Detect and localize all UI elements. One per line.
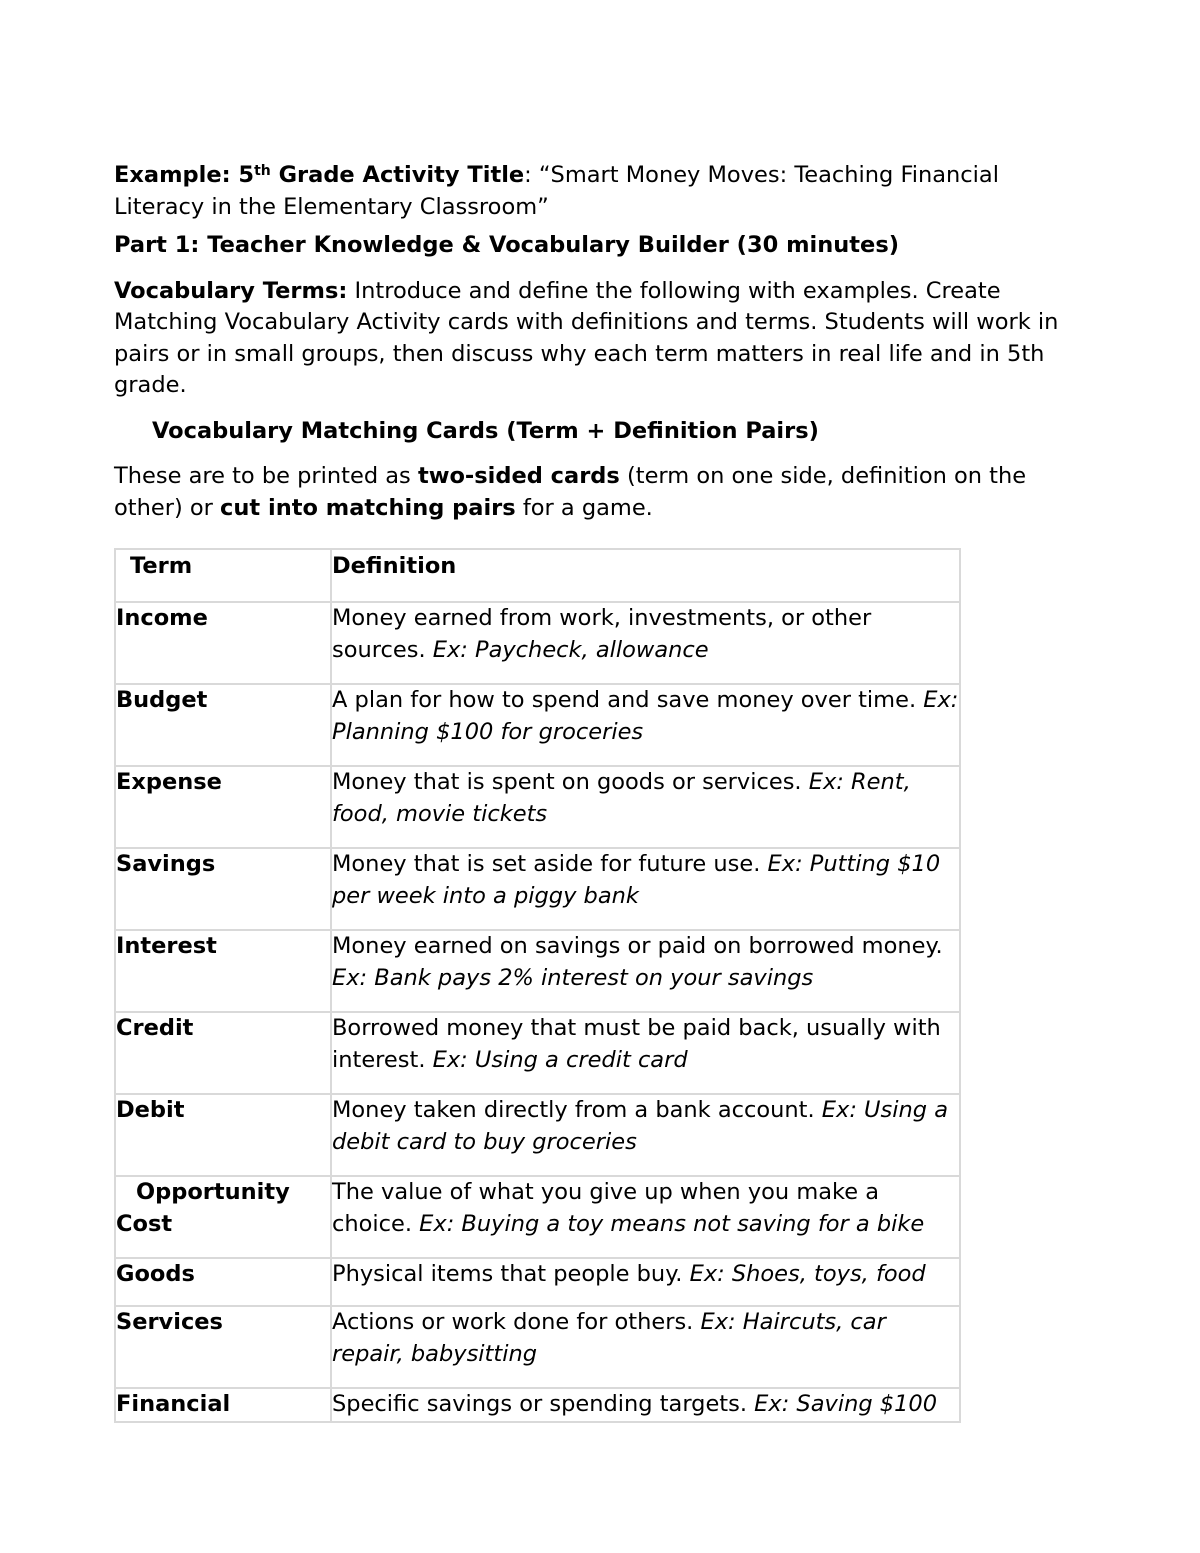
definition-cell xyxy=(331,1258,960,1306)
vocab-label: Vocabulary Terms: xyxy=(114,277,348,304)
definition-example: Ex: Shoes, toys, food xyxy=(689,1261,926,1287)
activity-title xyxy=(114,160,1094,223)
vocab-text: Introduce and define the following with examples. Create Matching Vocabulary Activity cards with definitions and terms. Students will work in pairs or in small groups, then discuss why each term matters in real life and in 5th grade. xyxy=(114,277,1059,398)
definition-cell xyxy=(331,848,960,930)
ordinal-suffix: th xyxy=(254,163,271,179)
table-row xyxy=(115,1306,960,1388)
definition-text: The value of what you give up when you make a choice. xyxy=(332,1179,880,1237)
term-cell: Budget xyxy=(115,684,331,766)
example-label: Example: 5 xyxy=(114,162,255,188)
table-row xyxy=(115,1388,960,1422)
definition-cell xyxy=(331,1176,960,1258)
vocab-intro xyxy=(114,276,1094,402)
definition-example: Ex: Planning $100 for groceries xyxy=(332,687,959,745)
definition-example: Ex: Haircuts, car repair, babysitting xyxy=(332,1309,886,1367)
print-bold-1: two-sided cards xyxy=(417,463,620,489)
definition-example: Ex: Rent, food, movie tickets xyxy=(332,769,911,827)
term-cell: Credit xyxy=(115,1012,331,1094)
table-row xyxy=(115,930,960,1012)
definition-text: Borrowed money that must be paid back, usually with interest. xyxy=(332,1015,941,1073)
term-cell: Goods xyxy=(115,1258,331,1306)
definition-text: Money earned on savings or paid on borrowed money. xyxy=(332,933,943,959)
term-cell: Expense xyxy=(115,766,331,848)
term-cell: Financial xyxy=(115,1388,331,1422)
definition-text: Money that is set aside for future use. xyxy=(332,851,768,877)
document-body xyxy=(114,158,1094,524)
definition-text: Money earned from work, investments, or other sources. xyxy=(332,605,872,663)
definition-cell xyxy=(331,1388,960,1422)
definition-cell xyxy=(331,1306,960,1388)
definition-cell xyxy=(331,1094,960,1176)
term-text-line1: Opportunity xyxy=(136,1179,290,1205)
term-cell: Income xyxy=(115,602,331,684)
definition-example: Ex: Bank pays 2% interest on your savings xyxy=(332,964,814,991)
term-text-line2: Cost xyxy=(116,1210,173,1237)
print-bold-2: cut into matching pairs xyxy=(220,494,516,521)
term-cell: Debit xyxy=(115,1094,331,1176)
definition-example: Ex: Saving $100 xyxy=(754,1391,938,1417)
term-cell xyxy=(115,1176,331,1258)
table-row xyxy=(115,1012,960,1094)
definition-text: A plan for how to spend and save money over time. xyxy=(332,687,924,713)
definition-cell xyxy=(331,766,960,848)
definition-cell xyxy=(331,684,960,766)
table-header-row xyxy=(115,549,960,602)
term-cell: Savings xyxy=(115,848,331,930)
part1-heading: Part 1: Teacher Knowledge & Vocabulary Builder (30 minutes) xyxy=(114,232,899,258)
term-header: Term xyxy=(115,549,331,602)
table-row xyxy=(115,848,960,930)
definition-cell xyxy=(331,930,960,1012)
definition-text: Physical items that people buy. xyxy=(332,1261,690,1287)
definition-text: Money taken directly from a bank account. xyxy=(332,1097,822,1123)
grade-label: Grade Activity Title xyxy=(270,162,525,188)
table-row xyxy=(115,684,960,766)
print-instructions xyxy=(114,461,1094,524)
vocab-table xyxy=(114,548,961,1423)
definition-example: Ex: Using a debit card to buy groceries xyxy=(332,1097,948,1155)
definition-example: Ex: Paycheck, allowance xyxy=(432,636,709,663)
definition-cell xyxy=(331,1012,960,1094)
definition-text: Actions or work done for others. xyxy=(332,1309,701,1335)
table-row xyxy=(115,1258,960,1306)
definition-example: Ex: Buying a toy means not saving for a bike xyxy=(419,1210,925,1237)
cards-heading: Vocabulary Matching Cards (Term + Definition Pairs) xyxy=(152,417,819,444)
definition-example: Ex: Putting $10 per week into a piggy bank xyxy=(332,851,941,909)
definition-header: Definition xyxy=(331,549,960,602)
print-text-3: for a game. xyxy=(515,494,653,521)
table-row xyxy=(115,766,960,848)
table-row xyxy=(115,602,960,684)
term-cell: Interest xyxy=(115,930,331,1012)
table-row xyxy=(115,1176,960,1258)
term-cell: Services xyxy=(115,1306,331,1388)
definition-example: Ex: Using a credit card xyxy=(432,1046,688,1073)
definition-cell xyxy=(331,602,960,684)
print-text-2: (term on one side, definition on the other) or xyxy=(114,463,1027,521)
definition-text: Specific savings or spending targets. xyxy=(332,1391,755,1417)
print-text-1: These are to be printed as xyxy=(114,463,418,489)
title-text: : “Smart Money Moves: Teaching Financial Literacy in the Elementary Classroom” xyxy=(114,162,999,220)
definition-text: Money that is spent on goods or services. xyxy=(332,769,809,795)
table-row xyxy=(115,1094,960,1176)
